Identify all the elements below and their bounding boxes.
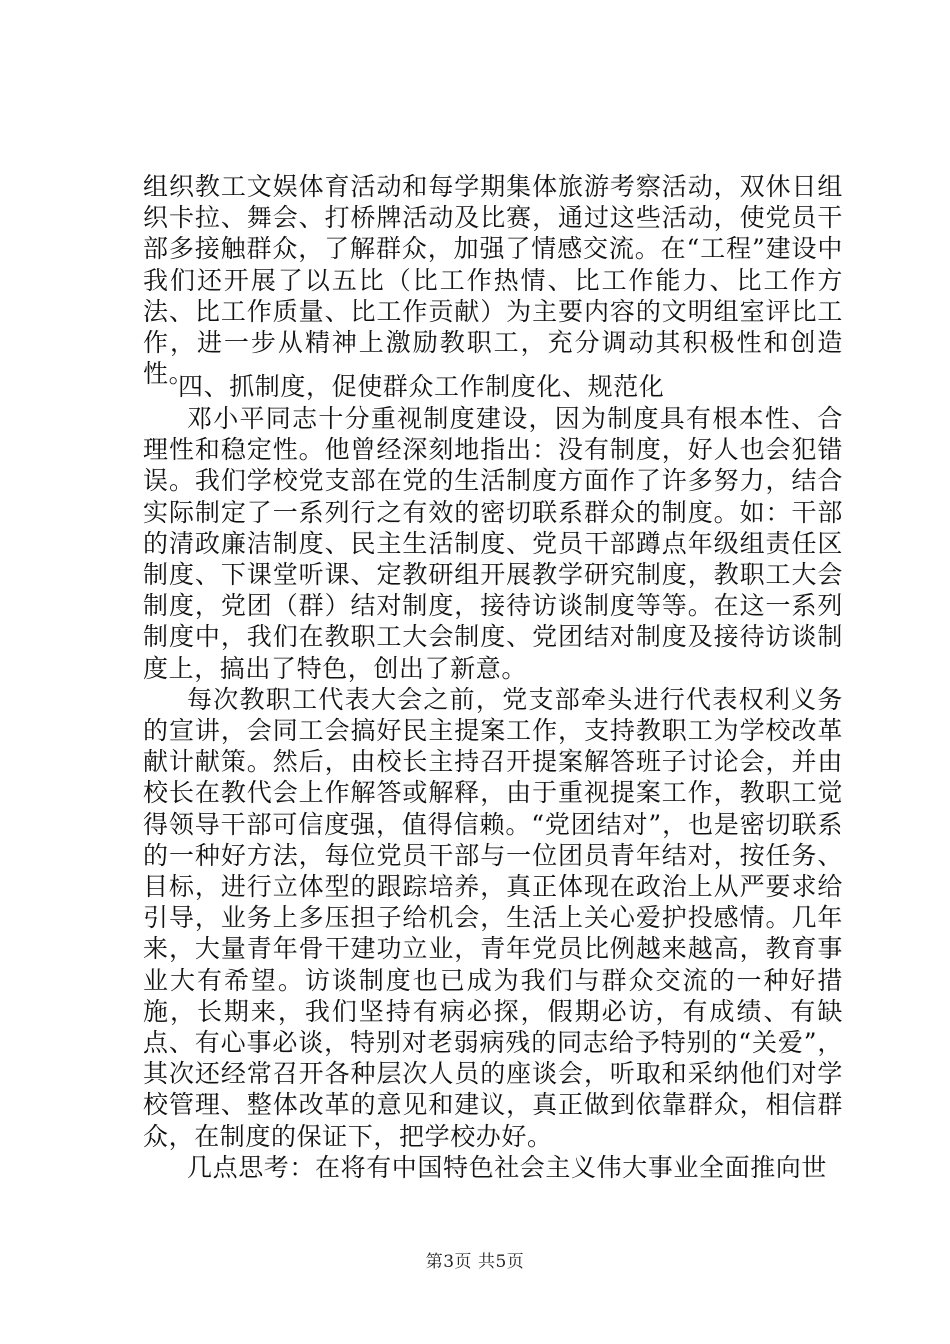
section-body	[143, 403, 843, 1183]
page-footer: 第3页 共5页	[425, 1252, 525, 1272]
paragraph-1: 邓小平同志十分重视制度建设，因为制度具有根本性、合理性和稳定性。他曾经深刻地指出：没有制度，好人也会犯错误。我们学校党支部在党的生活制度方面作了许多努力，结合实际制定了一系列行之有效的密切联系群众的制度。如：干部的清政廉洁制度、民主生活制度、党员干部蹲点年级组责任区制度、下课堂听课、定教研组开展教学研究制度，教职工大会制度，党团（群）结对制度，接待访谈制度等等。在这一系列制度中，我们在教职工大会制度、党团结对制度及接待访谈制度上，搞出了特色，创出了新意。	[143, 404, 843, 683]
continued-paragraph	[143, 171, 843, 389]
paragraph-2: 每次教职工代表大会之前，党支部牵头进行代表权利义务的宣讲，会同工会搞好民主提案工作，支持教职工为学校改革献计献策。然后，由校长主持召开提案解答班子讨论会，并由校长在教代会上作解答或解释，由于重视提案工作，教职工觉得领导干部可信度强，值得信赖。“党团结对”，也是密切联系的一种好方法，每位党员干部与一位团员青年结对，按任务、目标，进行立体型的跟踪培养，真正体现在政治上从严要求给引导，业务上多压担子给机会，生活上关心爱护投感情。几年来，大量青年骨干建功立业，青年党员比例越来越高，教育事业大有希望。访谈制度也已成为我们与群众交流的一种好措施，长期来，我们坚持有病必探，假期必访，有成绩、有缺点、有心事必谈，特别对老弱病残的同志给予特别的“关爱”，其次还经常召开各种层次人员的座谈会，听取和采纳他们对学校管理、整体改革的意见和建议，真正做到依靠群众，相信群众，在制度的保证下，把学校办好。	[143, 684, 843, 1151]
section-heading: 四、抓制度，促使群众工作制度化、规范化	[178, 372, 665, 401]
paragraph-continuation: 组织教工文娱体育活动和每学期集体旅游考察活动，双休日组织卡拉、舞会、打桥牌活动及比赛，通过这些活动，使党员干部多接触群众，了解群众，加强了情感交流。在“工程”建设中我们还开展了以五比（比工作热情、比工作能力、比工作方法、比工作质量、比工作贡献）为主要内容的文明组室评比工作，进一步从精神上激励教职工，充分调动其积极性和创造性。	[143, 172, 843, 389]
paragraph-3: 几点思考：在将有中国特色社会主义伟大事业全面推向世	[187, 1152, 828, 1182]
